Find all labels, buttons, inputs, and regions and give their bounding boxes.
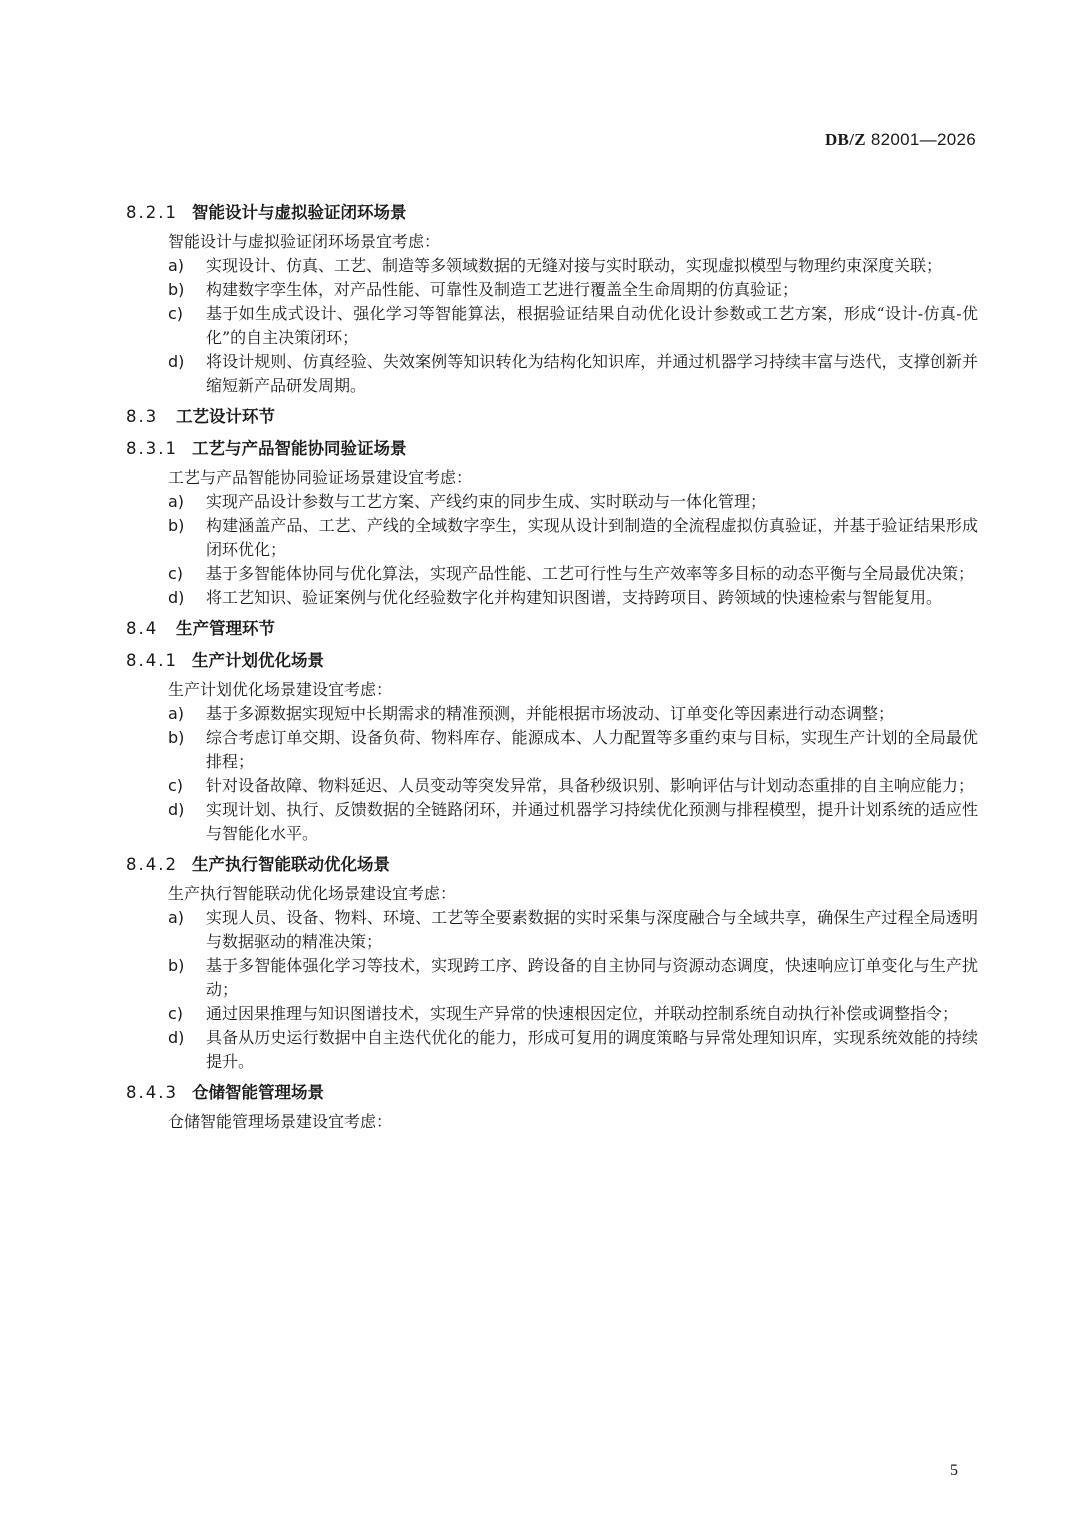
section-heading — [126, 1080, 978, 1106]
item-label: b) — [168, 728, 185, 747]
item-text: 实现计划、执行、反馈数据的全链路闭环，并通过机器学习持续优化预测与排程模型，提升计划系统的适应性与智能化水平。 — [206, 800, 978, 843]
standard-code — [825, 130, 976, 150]
item-label: a) — [168, 256, 185, 275]
list-item — [126, 278, 978, 302]
standard-number: 82001—2026 — [870, 130, 976, 149]
section-8-3 — [126, 404, 978, 430]
item-list — [126, 254, 978, 398]
item-label: c) — [168, 564, 184, 583]
section-number: 8.4 — [126, 619, 159, 638]
section-title: 生产管理环节 — [176, 619, 275, 638]
section-8-3-1 — [126, 436, 978, 610]
section-title: 工艺与产品智能协同验证场景 — [192, 439, 407, 458]
item-text: 实现设计、仿真、工艺、制造等多领域数据的无缝对接与实时联动，实现虚拟模型与物理约束深度关联； — [206, 256, 943, 275]
list-item — [126, 302, 978, 350]
item-text: 基于多智能体强化学习等技术，实现跨工序、跨设备的自主协同与资源动态调度，快速响应订单变化与生产扰动； — [206, 956, 978, 999]
item-label: d) — [168, 800, 185, 819]
section-title: 工艺设计环节 — [176, 407, 275, 426]
section-8-4-2 — [126, 852, 978, 1074]
item-text: 构建数字孪生体，对产品性能、可靠性及制造工艺进行覆盖全生命周期的仿真验证； — [206, 280, 799, 299]
item-text: 基于如生成式设计、强化学习等智能算法，根据验证结果自动优化设计参数或工艺方案，形成“设计-仿真-优化”的自主决策闭环； — [206, 304, 978, 347]
item-label: c) — [168, 304, 184, 323]
item-list — [126, 702, 978, 846]
item-text: 通过因果推理与知识图谱技术，实现生产异常的快速根因定位，并联动控制系统自动执行补偿或调整指令； — [206, 1004, 959, 1023]
item-label: d) — [168, 352, 185, 371]
section-number: 8.2.1 — [126, 203, 178, 222]
section-title: 生产计划优化场景 — [192, 651, 324, 670]
list-item — [126, 562, 978, 586]
section-8-4-1 — [126, 648, 978, 846]
list-item — [126, 798, 978, 846]
list-item — [126, 586, 978, 610]
section-heading — [126, 200, 978, 226]
item-text: 构建涵盖产品、工艺、产线的全域数字孪生，实现从设计到制造的全流程虚拟仿真验证，并基于验证结果形成闭环优化； — [206, 516, 978, 559]
item-text: 综合考虑订单交期、设备负荷、物料库存、能源成本、人力配置等多重约束与目标，实现生产计划的全局最优排程； — [206, 728, 978, 771]
item-label: b) — [168, 280, 185, 299]
section-heading — [126, 436, 978, 462]
section-title: 智能设计与虚拟验证闭环场景 — [192, 203, 407, 222]
section-heading — [126, 616, 978, 642]
item-list — [126, 906, 978, 1074]
list-item — [126, 490, 978, 514]
item-text: 针对设备故障、物料延迟、人员变动等突发异常，具备秒级识别、影响评估与计划动态重排的自主响应能力； — [206, 776, 975, 795]
section-heading — [126, 648, 978, 674]
list-item — [126, 702, 978, 726]
section-8-4-3 — [126, 1080, 978, 1134]
item-text: 将工艺知识、验证案例与优化经验数字化并构建知识图谱，支持跨项目、跨领域的快速检索与智能复用。 — [206, 588, 943, 607]
list-item — [126, 1002, 978, 1026]
item-label: b) — [168, 956, 185, 975]
list-item — [126, 954, 978, 1002]
item-label: a) — [168, 704, 185, 723]
section-intro: 工艺与产品智能协同验证场景建设宜考虑： — [168, 468, 473, 487]
standard-prefix: DB/Z — [824, 130, 866, 149]
item-text: 基于多源数据实现短中长期需求的精准预测，并能根据市场波动、订单变化等因素进行动态调整； — [206, 704, 895, 723]
list-item — [126, 350, 978, 398]
section-title: 生产执行智能联动优化场景 — [192, 855, 390, 874]
item-label: b) — [168, 516, 185, 535]
item-label: d) — [168, 1028, 185, 1047]
section-intro: 仓储智能管理场景建设宜考虑： — [168, 1112, 393, 1131]
item-label: c) — [168, 776, 184, 795]
item-text: 基于多智能体协同与优化算法，实现产品性能、工艺可行性与生产效率等多目标的动态平衡与全局最优决策； — [206, 564, 975, 583]
list-item — [126, 774, 978, 798]
page-number: 5 — [950, 1462, 958, 1479]
document-body — [126, 200, 978, 1134]
item-text: 将设计规则、仿真经验、失效案例等知识转化为结构化知识库，并通过机器学习持续丰富与迭代，支撑创新并缩短新产品研发周期。 — [206, 352, 978, 395]
section-intro: 生产计划优化场景建设宜考虑： — [168, 680, 393, 699]
item-text: 实现产品设计参数与工艺方案、产线约束的同步生成、实时联动与一体化管理； — [206, 492, 767, 511]
item-label: a) — [168, 492, 185, 511]
section-number: 8.4.1 — [126, 651, 178, 670]
list-item — [126, 1026, 978, 1074]
item-label: a) — [168, 908, 185, 927]
section-number: 8.3.1 — [126, 439, 178, 458]
section-heading — [126, 852, 978, 878]
list-item — [126, 906, 978, 954]
item-text: 实现人员、设备、物料、环境、工艺等全要素数据的实时采集与深度融合与全域共享，确保生产过程全局透明与数据驱动的精准决策； — [206, 908, 978, 951]
item-text: 具备从历史运行数据中自主迭代优化的能力，形成可复用的调度策略与异常处理知识库，实现系统效能的持续提升。 — [206, 1028, 978, 1071]
section-intro: 智能设计与虚拟验证闭环场景宜考虑： — [168, 232, 441, 251]
item-list — [126, 490, 978, 610]
list-item — [126, 514, 978, 562]
section-8-2-1 — [126, 200, 978, 398]
item-label: d) — [168, 588, 185, 607]
section-number: 8.4.2 — [126, 855, 178, 874]
list-item — [126, 254, 978, 278]
section-number: 8.3 — [126, 407, 159, 426]
section-intro: 生产执行智能联动优化场景建设宜考虑： — [168, 884, 457, 903]
item-label: c) — [168, 1004, 184, 1023]
list-item — [126, 726, 978, 774]
section-heading — [126, 404, 978, 430]
section-title: 仓储智能管理场景 — [192, 1083, 324, 1102]
section-8-4 — [126, 616, 978, 642]
section-number: 8.4.3 — [126, 1083, 178, 1102]
